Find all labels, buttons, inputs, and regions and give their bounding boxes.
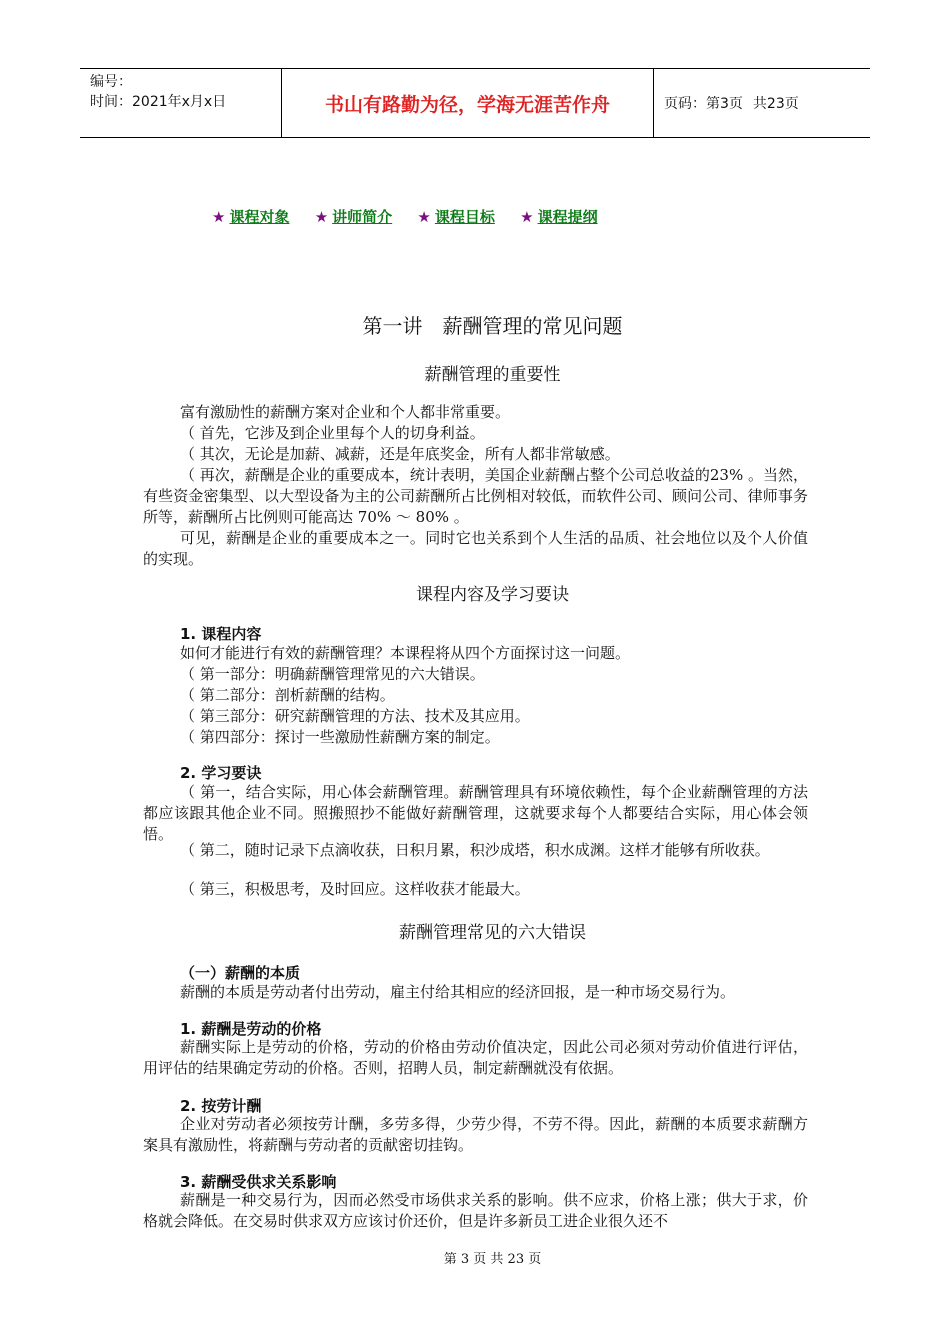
course-part: （ 第三部分：研究薪酬管理的方法、技术及其应用。 — [180, 707, 530, 725]
importance-intro: 富有激励性的薪酬方案对企业和个人都非常重要。 — [180, 403, 511, 421]
importance-point: （ 再次，薪酬是企业的重要成本，统计表明，美国企业薪酬占整个公司总收益的23% 。当然，有些资金密集型、以大型设备为主的公司薪酬所占比例相对较低，而软件公司、顾问公司、律师事务所等，薪酬所占比例则可能高达 70% ～ 80% 。 — [143, 466, 808, 526]
header-meta — [80, 69, 282, 137]
salary-essence-text: 薪酬的本质是劳动者付出劳动，雇主付给其相应的经济回报，是一种市场交易行为。 — [180, 983, 736, 1001]
star-icon: ★ — [314, 208, 329, 226]
section-heading-importance: 薪酬管理的重要性 — [424, 365, 561, 385]
item-text: 企业对劳动者必须按劳计酬，多劳多得，少劳少得，不劳不得。因此，薪酬的本质要求薪酬方案具有激励性，将薪酬与劳动者的贡献密切挂钩。 — [143, 1115, 808, 1154]
nav-link-course-outline[interactable]: 课程提纲 — [537, 208, 598, 226]
page-footer: 第 3 页 共 23 页 — [443, 1252, 542, 1267]
nav-link-course-audience[interactable]: 课程对象 — [229, 208, 290, 226]
learning-tip: （ 第一，结合实际，用心体会薪酬管理。薪酬管理具有环境依赖性，每个企业薪酬管理的方法都应该跟其他企业不同。照搬照抄不能做好薪酬管理，这就要求每个人都要结合实际，用心体会领悟。 — [143, 783, 808, 843]
item-text: 薪酬实际上是劳动的价格，劳动的价格由劳动价值决定，因此公司必须对劳动价值进行评估，用评估的结果确定劳动的价格。否则，招聘人员，制定薪酬就没有依据。 — [143, 1038, 808, 1077]
nav-link-course-goals[interactable]: 课程目标 — [434, 208, 495, 226]
item-text: 薪酬是一种交易行为，因而必然受市场供求关系的影响。供不应求，价格上涨；供大于求，价格就会降低。在交易时供求双方应该讨价还价，但是许多新员工进企业很久还不 — [143, 1191, 808, 1230]
course-part: （ 第二部分：剖析薪酬的结构。 — [180, 686, 395, 704]
course-part: （ 第一部分：明确薪酬管理常见的六大错误。 — [180, 665, 485, 683]
header-page-info — [654, 69, 870, 137]
learning-tips-title: 2. 学习要诀 — [180, 764, 262, 782]
header-page-label: 页码：第3页 — [664, 96, 743, 112]
learning-tip: （ 第三，积极思考，及时回应。这样收获才能最大。 — [180, 880, 530, 898]
header-number-label: 编号： — [90, 74, 132, 90]
star-icon: ★ — [212, 208, 226, 226]
course-nav — [212, 206, 618, 227]
header-date-label: 时间：2021年x月x日 — [90, 94, 227, 110]
section-heading-course-content: 课程内容及学习要诀 — [416, 585, 569, 605]
item-title: 3. 薪酬受供求关系影响 — [180, 1173, 337, 1191]
importance-point: （ 其次，无论是加薪、减薪，还是年底奖金，所有人都非常敏感。 — [180, 445, 620, 463]
item-title: 2. 按劳计酬 — [180, 1097, 262, 1115]
item-title: 1. 薪酬是劳动的价格 — [180, 1020, 322, 1038]
course-content-title: 1. 课程内容 — [180, 625, 262, 643]
section-heading-six-mistakes: 薪酬管理常见的六大错误 — [399, 923, 586, 943]
lecture-title: 第一讲 薪酬管理的常见问题 — [362, 314, 623, 338]
importance-point: （ 首先，它涉及到企业里每个人的切身利益。 — [180, 424, 485, 442]
star-icon: ★ — [520, 208, 534, 226]
importance-conclusion: 可见，薪酬是企业的重要成本之一。同时它也关系到个人生活的品质、社会地位以及个人价值的实现。 — [143, 529, 808, 568]
learning-tip: （ 第二，随时记录下点滴收获，日积月累，积沙成塔，积水成渊。这样才能够有所收获。 — [180, 841, 770, 859]
page-header — [80, 68, 870, 138]
header-motto: 书山有路勤为径，学海无涯苦作舟 — [282, 69, 654, 137]
salary-essence-title: （一）薪酬的本质 — [180, 964, 301, 982]
star-icon: ★ — [417, 208, 431, 226]
course-part: （ 第四部分：探讨一些激励性薪酬方案的制定。 — [180, 728, 500, 746]
nav-link-instructor[interactable]: 讲师简介 — [332, 208, 393, 226]
course-content-intro: 如何才能进行有效的薪酬管理？本课程将从四个方面探讨这一问题。 — [180, 644, 631, 662]
header-total-label: 共23页 — [752, 96, 799, 112]
